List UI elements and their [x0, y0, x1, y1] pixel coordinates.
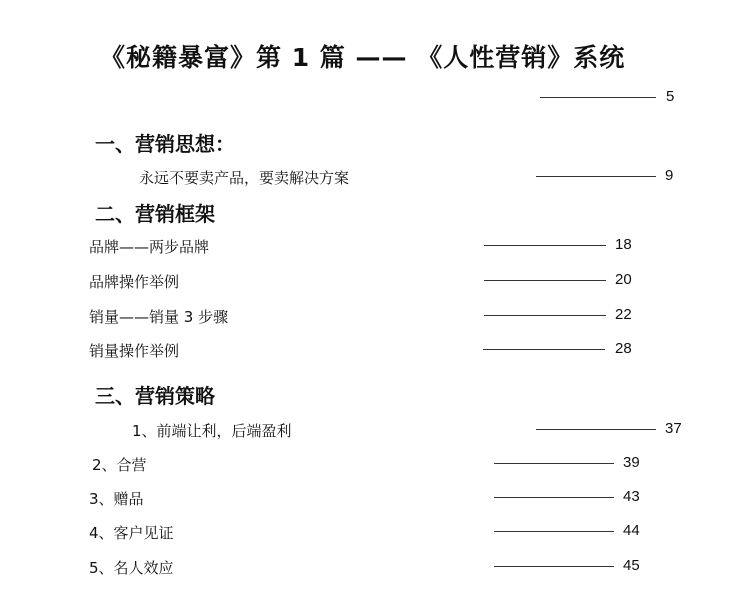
section-heading-2: 二、营销框架 — [95, 202, 215, 226]
toc-entry-page: 43 — [623, 488, 640, 505]
toc-entry-label: 品牌——两步品牌 — [89, 238, 210, 256]
toc-entry-page: 9 — [665, 167, 674, 184]
toc-entry-page: 22 — [615, 306, 632, 323]
leader-line — [536, 429, 656, 430]
toc-entry-page: 39 — [623, 454, 640, 471]
leader-line — [484, 280, 606, 281]
leader-line — [494, 531, 614, 532]
toc-entry-label: 5、名人效应 — [89, 559, 174, 577]
leader-line — [494, 566, 614, 567]
toc-entry-label: 3、赠品 — [89, 490, 144, 508]
toc-entry-label: 2、合营 — [92, 456, 147, 474]
toc-entry-page: 44 — [623, 522, 640, 539]
toc-entry-label: 销量——销量 3 步骤 — [89, 308, 229, 326]
toc-entry-page: 45 — [623, 557, 640, 574]
toc-entry-label: 1、前端让利，后端盈利 — [132, 422, 292, 440]
leader-line — [540, 97, 656, 98]
leader-line — [484, 245, 606, 246]
toc-entry-page: 37 — [665, 420, 682, 437]
leader-line — [494, 497, 614, 498]
leader-line — [536, 176, 656, 177]
leader-line — [494, 463, 614, 464]
toc-entry-label: 4、客户见证 — [89, 524, 174, 542]
toc-entry-label: 品牌操作举例 — [89, 273, 180, 291]
toc-entry-label: 永远不要卖产品，要卖解决方案 — [139, 169, 350, 187]
section-heading-1: 一、营销思想： — [95, 132, 235, 156]
document-title: 《秘籍暴富》第 1 篇 —— 《人性营销》系统 — [100, 43, 626, 72]
toc-entry-page: 28 — [615, 340, 632, 357]
toc-entry-page: 20 — [615, 271, 632, 288]
toc-entry-label: 销量操作举例 — [89, 342, 180, 360]
leader-line — [483, 349, 605, 350]
section-heading-3: 三、营销策略 — [95, 384, 215, 408]
toc-entry-page: 18 — [615, 236, 632, 253]
leader-line — [484, 315, 606, 316]
intro-page-number: 5 — [666, 88, 675, 105]
